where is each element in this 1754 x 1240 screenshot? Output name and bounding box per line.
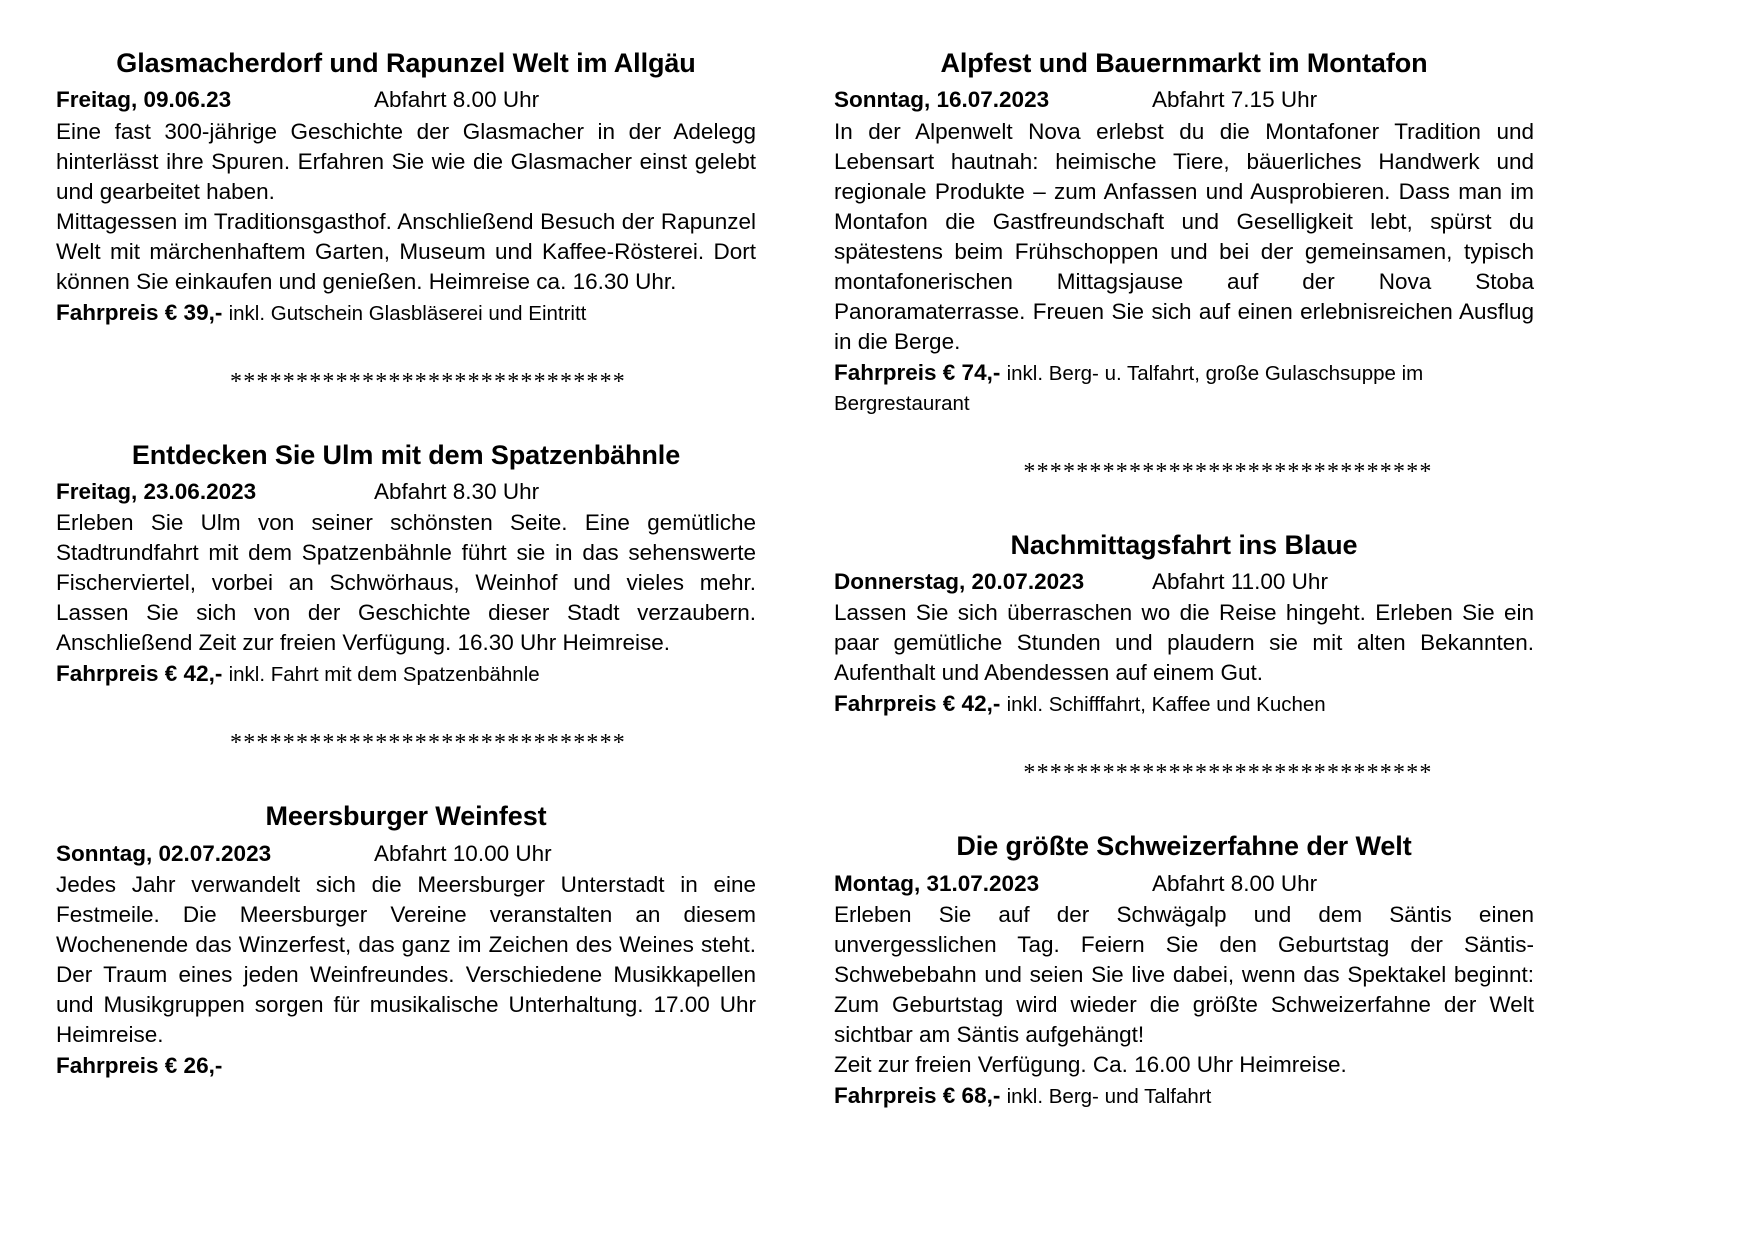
trip-title: Die größte Schweizerfahne der Welt bbox=[956, 831, 1412, 862]
trip-fare-label: Fahrpreis € 74,- bbox=[834, 359, 1001, 385]
trip-title: Glasmacherdorf und Rapunzel Welt im Allgäu bbox=[116, 48, 696, 78]
trip-fare-row bbox=[56, 1051, 756, 1081]
trip-fare-row bbox=[834, 689, 1534, 719]
trip-title: Meersburger Weinfest bbox=[265, 801, 547, 832]
trip-description bbox=[56, 508, 756, 658]
trip-description bbox=[56, 870, 756, 1050]
trip-fare-includes: inkl. Schifffahrt, Kaffee und Kuchen bbox=[1006, 693, 1326, 717]
trip-fare-row bbox=[56, 659, 756, 689]
trip-description bbox=[834, 598, 1534, 688]
trip-date: Montag, 31.07.2023 bbox=[834, 870, 1040, 896]
trip-fare-label: Fahrpreis € 39,- bbox=[56, 299, 223, 325]
trip-paragraph: In der Alpenwelt Nova erlebst du die Montafoner Tradition und Lebensart hautnah: heimische Tiere, bäuerliches Handwerk und regionale Produkte – zum Anfassen und Ausprobieren. Dass man im Montafon die Gastfreundschaft und Geselligkeit lebt, spürst du spätestens beim Frühschoppen und bei der gemeinsamen, typisch montafonerischen Mittagsjause auf der Nova Stoba Panoramaterrasse. Freuen Sie sich auf einen erlebnisreichen Ausflug in die Berge. bbox=[834, 118, 1534, 354]
trip-paragraph: Jedes Jahr verwandelt sich die Meersburger Unterstadt in eine Festmeile. Die Meersburger Vereine veranstalten an diesem Wochenende das Winzerfest, das ganz im Zeichen des Weines steht. Der Traum eines jeden Weinfreundes. Verschiedene Musikkapellen und Musikgruppen sorgen für musikalische Unterhaltung. 17.00 Uhr Heimreise. bbox=[56, 871, 756, 1048]
trip-meta-row bbox=[56, 839, 756, 868]
trip-fare-includes: inkl. Berg- und Talfahrt bbox=[1006, 1084, 1212, 1108]
trip-paragraph: Eine fast 300-jährige Geschichte der Glasmacher in der Adelegg hinterlässt ihre Spuren. Erfahren Sie wie die Glasmacher einst gelebt und gearbeitet haben. bbox=[56, 118, 756, 204]
trip-entry bbox=[834, 48, 1534, 418]
trip-meta-row bbox=[834, 85, 1534, 114]
trip-entry bbox=[56, 48, 756, 328]
trip-paragraph: Erleben Sie Ulm von seiner schönsten Seite. Eine gemütliche Stadtrundfahrt mit dem Spatzenbähnle führt sie in das sehenswerte Fischerviertel, vorbei an Schwörhaus, Weinhof und vieles mehr. Lassen Sie sich von der Geschichte dieser Stadt verzaubern. Anschließend Zeit zur freien Verfügung. 16.30 Uhr Heimreise. bbox=[56, 510, 756, 656]
trip-title: Alpfest und Bauernmarkt im Montafon bbox=[940, 48, 1428, 78]
trip-fare-includes: inkl. Gutschein Glasbläserei und Eintritt bbox=[228, 301, 587, 325]
trip-meta-row bbox=[56, 477, 756, 506]
trip-date: Sonntag, 16.07.2023 bbox=[834, 87, 1050, 113]
trip-fare-row bbox=[834, 1081, 1534, 1111]
trip-entry bbox=[834, 530, 1534, 720]
two-column-layout bbox=[56, 48, 1698, 1111]
trip-paragraph: Erleben Sie auf der Schwägalp und dem Säntis einen unvergesslichen Tag. Feiern Sie den Geburtstag der Säntis-Schwebebahn und seien Sie live dabei, wenn das Spektakel beginnt: Zum Geburtstag wird wieder die größte Schweizerfahne der Welt sichtbar am Säntis aufgehängt! bbox=[834, 901, 1534, 1047]
trip-entry bbox=[56, 801, 756, 1081]
trip-departure-time: Abfahrt 10.00 Uhr bbox=[374, 840, 552, 866]
trip-meta-row bbox=[56, 85, 756, 114]
trip-meta-row bbox=[834, 869, 1534, 898]
asterisk-separator: ****************************** bbox=[230, 731, 626, 756]
trip-description bbox=[834, 117, 1534, 357]
left-column bbox=[56, 48, 756, 1081]
trip-fare-label: Fahrpreis € 42,- bbox=[56, 661, 223, 687]
trip-title: Entdecken Sie Ulm mit dem Spatzenbähnle bbox=[131, 439, 681, 470]
trip-title: Nachmittagsfahrt ins Blaue bbox=[1010, 529, 1358, 560]
trip-departure-time: Abfahrt 7.15 Uhr bbox=[1152, 87, 1318, 113]
trip-date: Freitag, 23.06.2023 bbox=[56, 478, 257, 504]
trip-fare-row bbox=[56, 298, 756, 328]
trip-departure-time: Abfahrt 8.00 Uhr bbox=[374, 87, 540, 113]
trip-entry bbox=[834, 831, 1534, 1111]
trip-fare-includes: inkl. Fahrt mit dem Spatzenbähnle bbox=[228, 663, 540, 687]
trip-fare-label: Fahrpreis € 26,- bbox=[56, 1053, 223, 1079]
trip-description bbox=[834, 900, 1534, 1080]
trip-meta-row bbox=[834, 567, 1534, 596]
trip-date: Sonntag, 02.07.2023 bbox=[56, 840, 272, 866]
trip-fare-row bbox=[834, 358, 1534, 418]
trip-date: Donnerstag, 20.07.2023 bbox=[834, 568, 1085, 594]
trip-departure-time: Abfahrt 8.30 Uhr bbox=[374, 478, 540, 504]
trip-paragraph: Zeit zur freien Verfügung. Ca. 16.00 Uhr Heimreise. bbox=[834, 1051, 1347, 1077]
trip-fare-label: Fahrpreis € 68,- bbox=[834, 1082, 1001, 1108]
asterisk-separator: ****************************** bbox=[230, 369, 626, 394]
right-column bbox=[834, 48, 1534, 1111]
trip-fare-label: Fahrpreis € 42,- bbox=[834, 691, 1001, 717]
trip-description bbox=[56, 117, 756, 297]
trip-departure-time: Abfahrt 11.00 Uhr bbox=[1152, 568, 1328, 594]
asterisk-separator: ******************************* bbox=[1023, 761, 1433, 786]
trip-departure-time: Abfahrt 8.00 Uhr bbox=[1152, 870, 1318, 896]
trip-date: Freitag, 09.06.23 bbox=[56, 87, 232, 113]
trip-paragraph: Mittagessen im Traditionsgasthof. Anschließend Besuch der Rapunzel Welt mit märchenhaftem Garten, Museum und Kaffee-Rösterei. Dort können Sie einkaufen und genießen. Heimreise ca. 16.30 Uhr. bbox=[56, 208, 756, 294]
trip-fare-includes: inkl. Berg- u. Talfahrt, große Gulaschsuppe im Bergrestaurant bbox=[834, 361, 1424, 415]
trip-entry bbox=[56, 440, 756, 690]
asterisk-separator: ******************************* bbox=[1023, 459, 1433, 484]
trip-paragraph: Lassen Sie sich überraschen wo die Reise hingeht. Erleben Sie ein paar gemütliche Stunden und plaudern sie mit alten Bekannten. Aufenthalt und Abendessen auf einem Gut. bbox=[834, 600, 1534, 686]
